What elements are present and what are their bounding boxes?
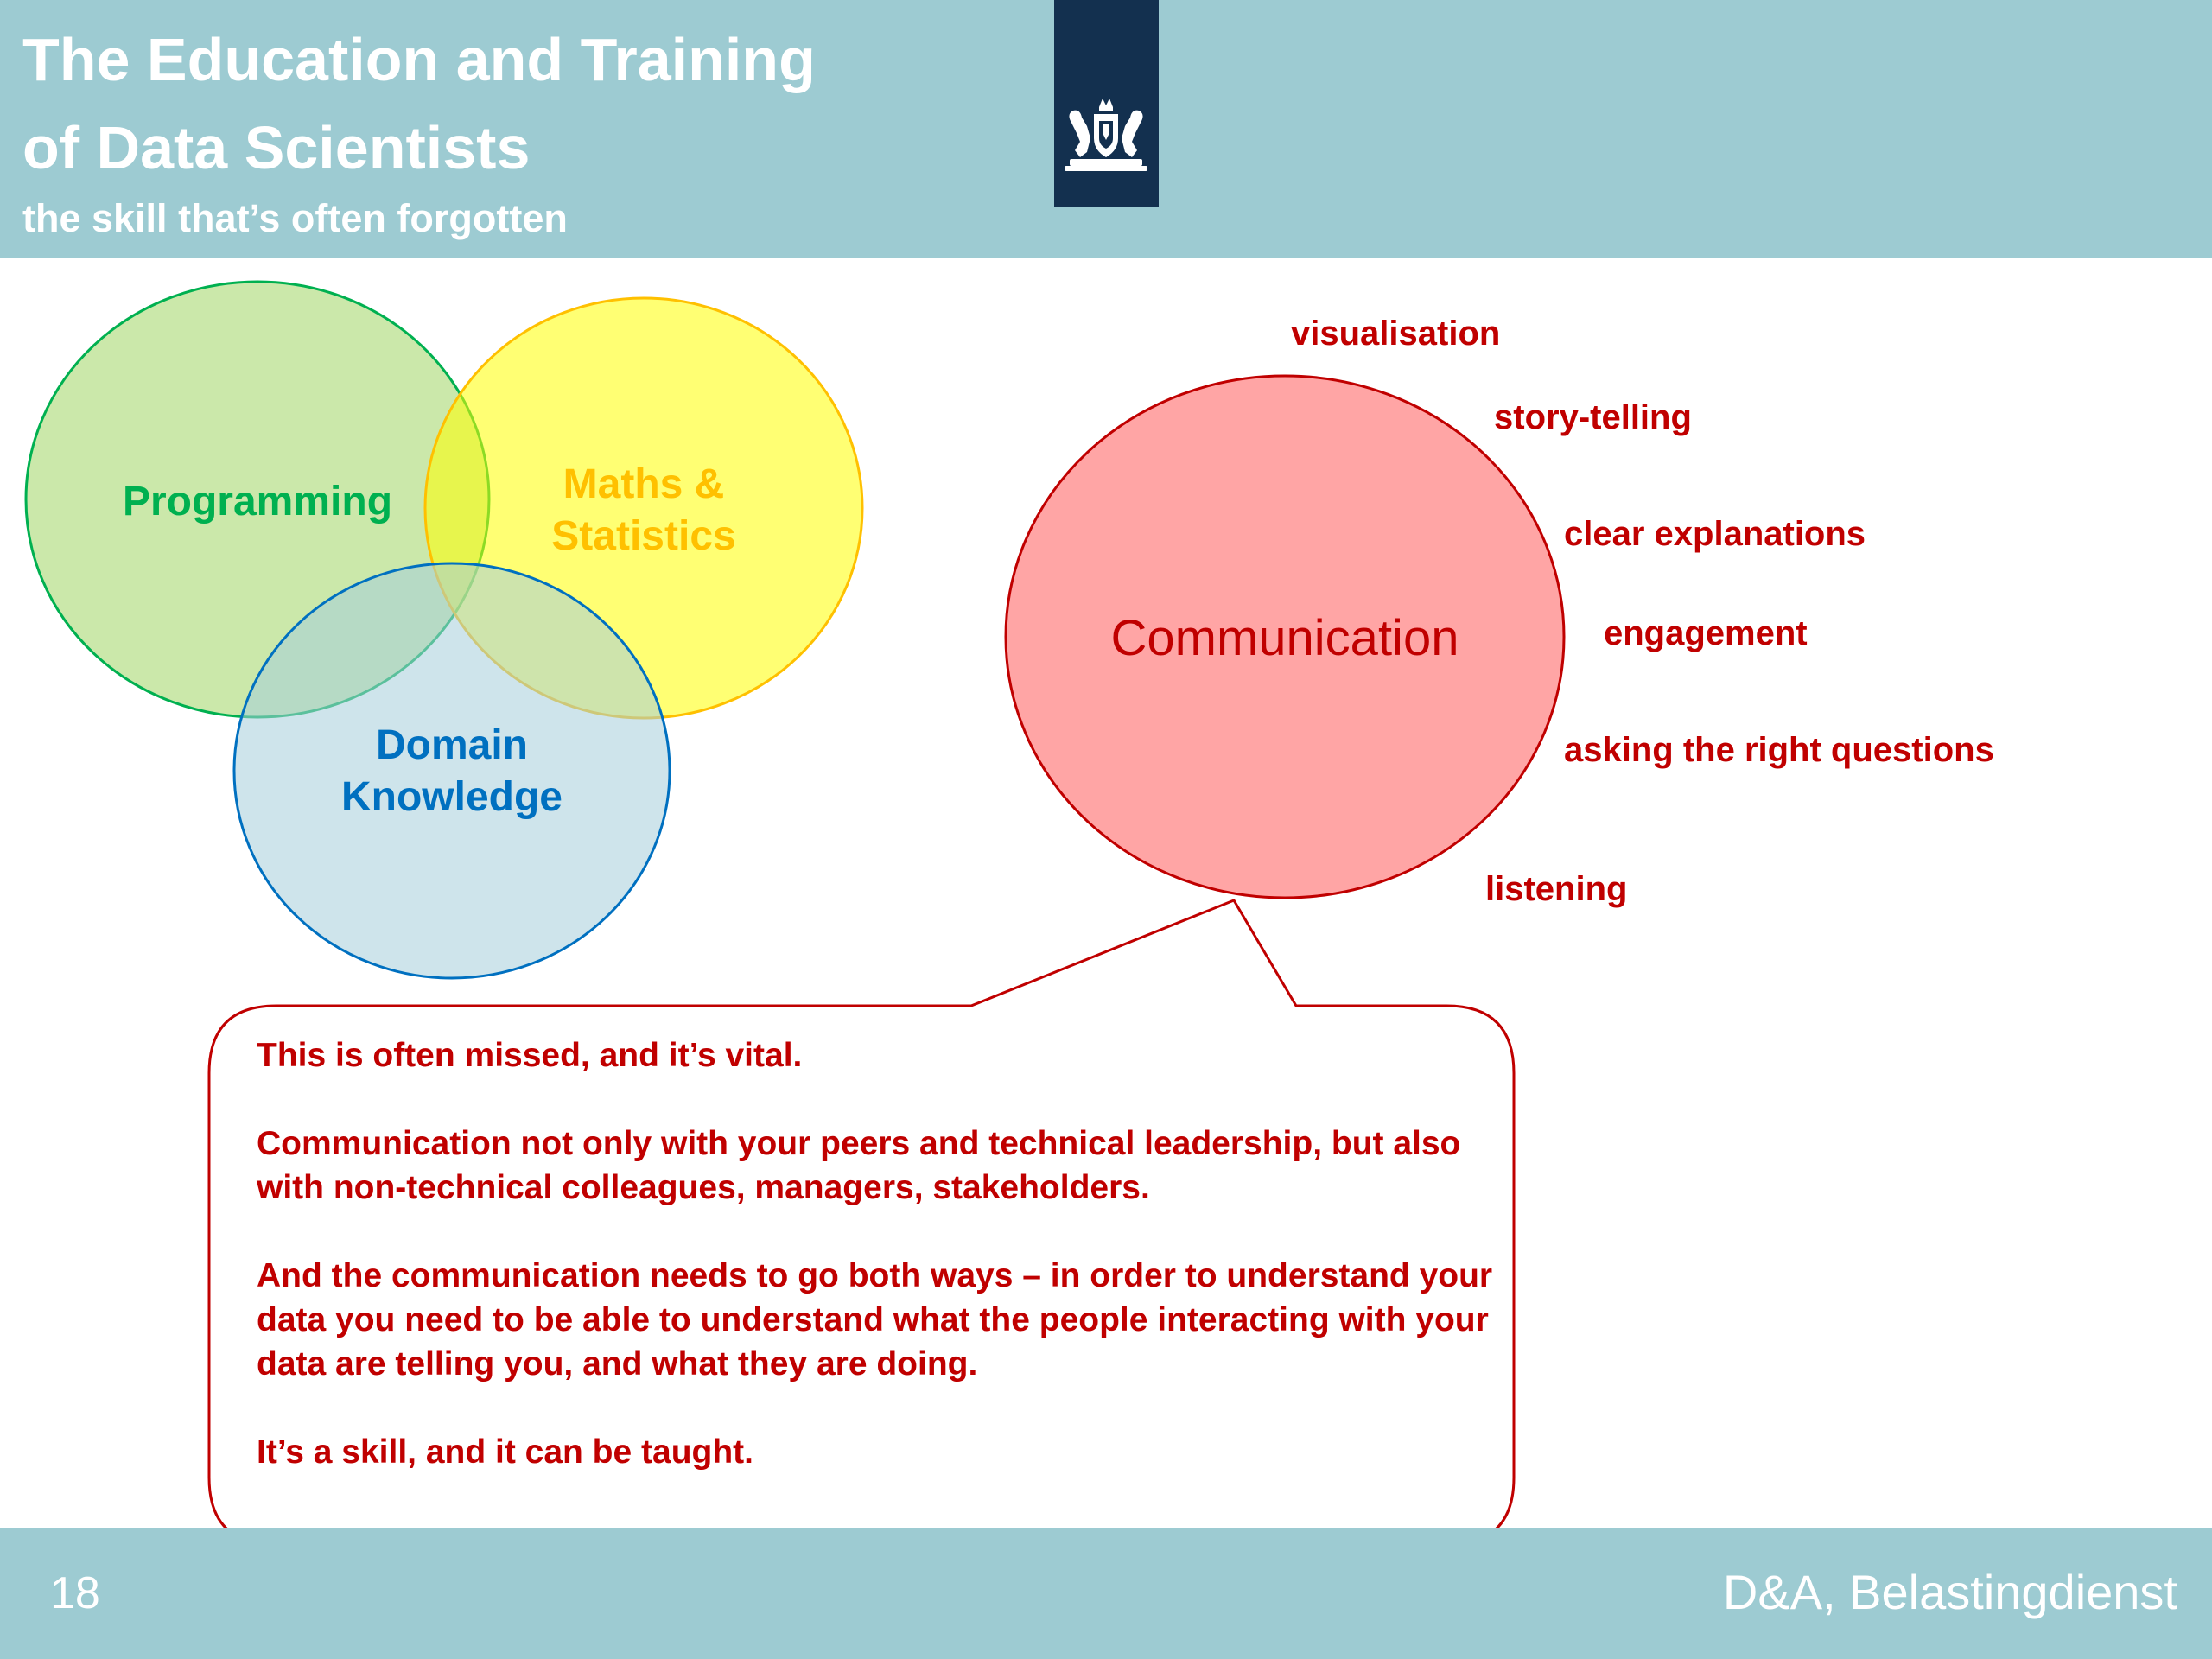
callout-text xyxy=(257,1033,1510,1474)
skill-asking-right-questions: asking the right questions xyxy=(1564,731,1994,769)
skill-story-telling: story-telling xyxy=(1494,398,1692,436)
callout-paragraph-1: This is often missed, and it’s vital. xyxy=(257,1037,803,1074)
communication-label: Communication xyxy=(1110,610,1459,666)
callout-paragraph-2: Communication not only with your peers and technical leadership, but also with non-technical colleagues, managers, stakeholders. xyxy=(257,1125,1461,1206)
slide-title-line-1: The Education and Training xyxy=(22,26,816,93)
skill-engagement: engagement xyxy=(1604,614,1808,652)
slide-subtitle: the skill that’s often forgotten xyxy=(22,196,568,240)
page-number: 18 xyxy=(50,1568,100,1618)
domain-label-line-1: Domain xyxy=(375,722,529,768)
callout-paragraph-4: It’s a skill, and it can be taught. xyxy=(257,1433,754,1471)
domain-knowledge-circle xyxy=(234,563,670,978)
skill-clear-explanations: clear explanations xyxy=(1564,515,1866,553)
callout-paragraph-3: And the communication needs to go both ways – in order to understand your data you need to be able to understand what the people interacting with your data are telling you, and what they are doing. xyxy=(257,1257,1493,1382)
organization-label: D&A, Belastingdienst xyxy=(1722,1565,2177,1619)
skill-visualisation: visualisation xyxy=(1291,315,1501,353)
skill-listening: listening xyxy=(1485,870,1628,908)
domain-label-line-2: Knowledge xyxy=(340,774,563,820)
maths-label-line-2: Statistics xyxy=(551,513,736,559)
maths-label-line-1: Maths & xyxy=(563,461,725,507)
slide-title-line-2: of Data Scientists xyxy=(22,114,531,181)
programming-label: Programming xyxy=(122,479,393,524)
